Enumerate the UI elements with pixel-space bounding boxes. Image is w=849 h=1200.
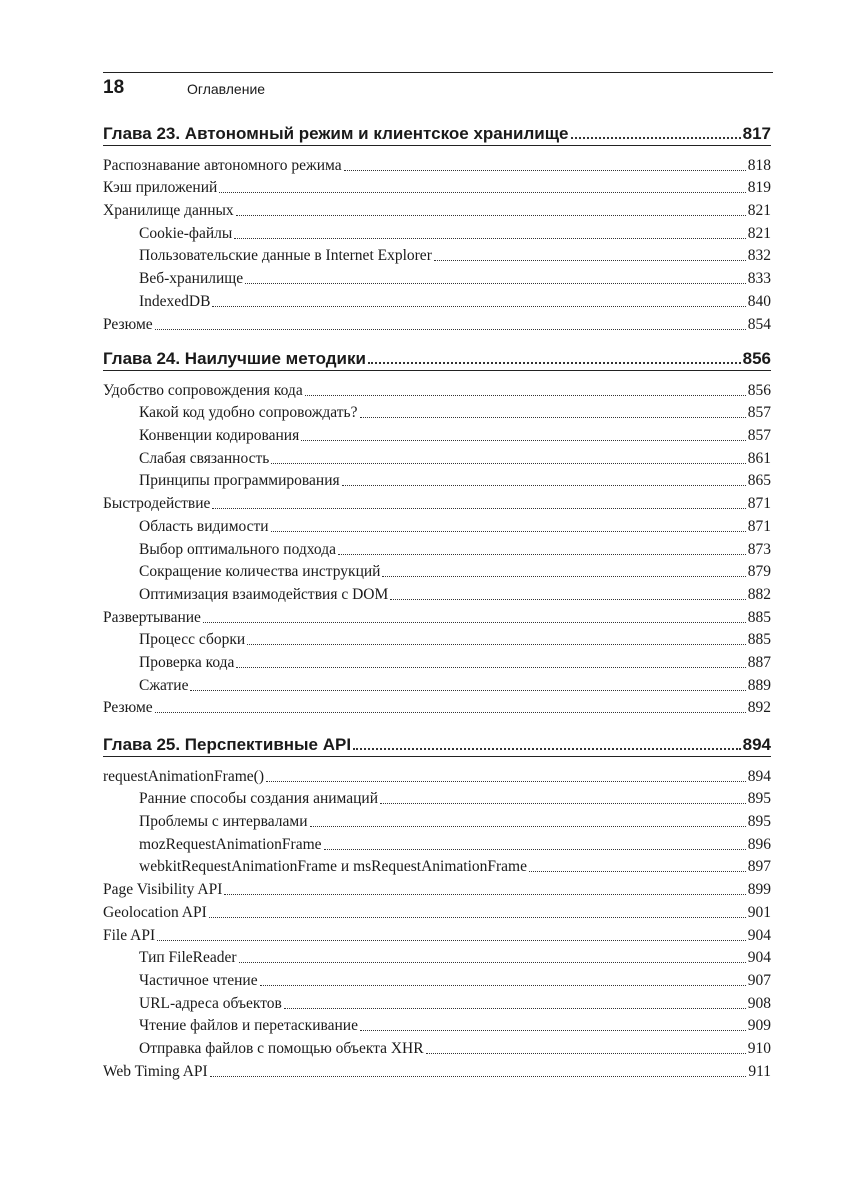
entry-page: 885 (747, 631, 771, 649)
entry-list (103, 377, 771, 717)
toc-subentry (103, 967, 771, 990)
entry-title: Пользовательские данные в Internet Explorer (139, 247, 432, 265)
page-header (103, 0, 773, 100)
toc-entry (103, 490, 771, 513)
entry-page: 818 (747, 156, 771, 174)
entry-title: Распознавание автономного режима (103, 156, 342, 174)
toc-subentry (103, 854, 771, 877)
entry-title: Хранилище данных (103, 202, 234, 220)
entry-page: 854 (747, 315, 771, 333)
toc-subentry (103, 536, 771, 559)
entry-title: File API (103, 926, 156, 944)
entry-title: Резюме (103, 315, 153, 333)
entry-page: 910 (747, 1039, 771, 1057)
dot-leader (224, 894, 745, 895)
dot-leader (210, 1076, 747, 1077)
dot-leader (305, 395, 746, 396)
entry-page: 887 (747, 653, 771, 671)
chapter-title-row (103, 731, 771, 755)
toc-entry (103, 922, 771, 945)
dot-leader (360, 1030, 746, 1031)
entry-list (103, 152, 771, 334)
entry-page: 833 (747, 270, 771, 288)
entry-title: IndexedDB (139, 292, 211, 310)
entry-page: 861 (747, 449, 771, 467)
entry-title: Page Visibility API (103, 881, 223, 899)
toc-entry (103, 377, 771, 400)
dot-leader (434, 260, 746, 261)
entry-title: Веб-хранилище (139, 270, 244, 288)
dot-leader (266, 781, 746, 782)
entry-page: 832 (747, 247, 771, 265)
toc-subentry (103, 808, 771, 831)
entry-page: 901 (747, 903, 771, 921)
entry-page: 894 (747, 767, 771, 785)
running-head: Оглавление (187, 81, 266, 97)
chapter-page: 894 (742, 735, 771, 754)
toc-entry (103, 152, 771, 175)
dot-leader (353, 748, 741, 750)
dot-leader (190, 690, 745, 691)
chapter-rule (103, 370, 771, 371)
toc-subentry (103, 513, 771, 536)
entry-page: 821 (747, 202, 771, 220)
dot-leader (342, 485, 746, 486)
entry-title: Оптимизация взаимодействия с DOM (139, 585, 389, 603)
entry-page: 819 (747, 179, 771, 197)
dot-leader (301, 440, 746, 441)
dot-leader (239, 962, 746, 963)
dot-leader (236, 215, 746, 216)
toc-subentry (103, 288, 771, 311)
toc-subentry (103, 468, 771, 491)
entry-page: 895 (747, 790, 771, 808)
entry-title: Сокращение количества инструкций (139, 563, 381, 581)
toc-subentry (103, 945, 771, 968)
entry-page: 856 (747, 381, 771, 399)
chapter-page: 817 (742, 124, 771, 143)
entry-title: Конвенции кодирования (139, 427, 300, 445)
dot-leader (344, 170, 746, 171)
toc-subentry (103, 990, 771, 1013)
entry-page: 899 (747, 881, 771, 899)
entry-title: requestAnimationFrame() (103, 767, 264, 785)
chapter-rule (103, 756, 771, 757)
chapter-title: Глава 24. Наилучшие методики (103, 349, 366, 368)
toc-subentry (103, 627, 771, 650)
entry-page: 882 (747, 585, 771, 603)
entry-page: 879 (747, 563, 771, 581)
chapter-title-row (103, 120, 771, 144)
entry-title: URL-адреса объектов (139, 994, 282, 1012)
entry-page: 895 (747, 813, 771, 831)
entry-page: 857 (747, 427, 771, 445)
header-rule (103, 72, 773, 73)
toc-entry (103, 175, 771, 198)
toc-entry (103, 763, 771, 786)
entry-title: mozRequestAnimationFrame (139, 835, 322, 853)
dot-leader (382, 576, 745, 577)
entry-page: 889 (747, 676, 771, 694)
dot-leader (209, 917, 746, 918)
entry-page: 857 (747, 404, 771, 422)
dot-leader (426, 1053, 746, 1054)
dot-leader (338, 554, 746, 555)
toc-entry (103, 695, 771, 718)
dot-leader (236, 667, 745, 668)
dot-leader (271, 463, 745, 464)
entry-title: Принципы программирования (139, 472, 340, 490)
entry-title: webkitRequestAnimationFrame и msRequestAnimationFrame (139, 858, 527, 876)
entry-page: 904 (747, 949, 771, 967)
entry-title: Процесс сборки (139, 631, 246, 649)
entry-page: 892 (747, 699, 771, 717)
entry-page: 909 (747, 1017, 771, 1035)
dot-leader (234, 238, 745, 239)
dot-leader (157, 940, 746, 941)
chapter-title: Глава 23. Автономный режим и клиентское хранилище (103, 124, 569, 143)
dot-leader (155, 712, 746, 713)
entry-page: 904 (747, 926, 771, 944)
entry-title: Развертывание (103, 608, 201, 626)
page-number: 18 (103, 77, 125, 98)
toc-subentry (103, 786, 771, 809)
dot-leader (219, 192, 745, 193)
toc-entry (103, 604, 771, 627)
entry-title: Сжатие (139, 676, 189, 694)
entry-title: Кэш приложений (103, 179, 218, 197)
chapter-page: 856 (742, 349, 771, 368)
entry-title: Частичное чтение (139, 971, 258, 989)
dot-leader (380, 803, 746, 804)
entry-title: Web Timing API (103, 1062, 208, 1080)
entry-title: Удобство сопровождения кода (103, 381, 303, 399)
entry-title: Слабая связанность (139, 449, 270, 467)
toc-subentry (103, 649, 771, 672)
entry-title: Область видимости (139, 517, 269, 535)
entry-title: Какой код удобно сопровождать? (139, 404, 358, 422)
toc-entry (103, 311, 771, 334)
entry-page: 907 (747, 971, 771, 989)
entry-title: Cookie-файлы (139, 224, 233, 242)
entry-page: 871 (747, 495, 771, 513)
entry-title: Geolocation API (103, 903, 207, 921)
chapter-rule (103, 145, 771, 146)
entry-page: 821 (747, 224, 771, 242)
dot-leader (310, 826, 746, 827)
entry-page: 897 (747, 858, 771, 876)
entry-page: 911 (748, 1062, 771, 1080)
dot-leader (368, 362, 741, 364)
entry-page: 840 (747, 292, 771, 310)
dot-leader (203, 622, 746, 623)
toc-subentry (103, 831, 771, 854)
entry-page: 885 (747, 608, 771, 626)
toc-subentry (103, 1035, 771, 1058)
dot-leader (324, 849, 746, 850)
entry-title: Резюме (103, 699, 153, 717)
entry-title: Выбор оптимального подхода (139, 540, 337, 558)
dot-leader (212, 306, 745, 307)
toc-subentry (103, 1013, 771, 1036)
entry-page: 865 (747, 472, 771, 490)
dot-leader (271, 531, 746, 532)
toc-subentry (103, 422, 771, 445)
dot-leader (360, 417, 746, 418)
entry-title: Чтение файлов и перетаскивание (139, 1017, 358, 1035)
toc-entry (103, 899, 771, 922)
toc-subentry (103, 243, 771, 266)
entry-page: 896 (747, 835, 771, 853)
entry-title: Проблемы с интервалами (139, 813, 308, 831)
toc-subentry (103, 581, 771, 604)
entry-title: Проверка кода (139, 653, 235, 671)
dot-leader (284, 1008, 746, 1009)
dot-leader (245, 283, 746, 284)
toc-subentry (103, 400, 771, 423)
entry-page: 873 (747, 540, 771, 558)
toc-subentry (103, 672, 771, 695)
toc-subentry (103, 220, 771, 243)
entry-title: Отправка файлов с помощью объекта XHR (139, 1039, 424, 1057)
toc-entry (103, 1058, 771, 1081)
chapter-title-row (103, 345, 771, 369)
toc-entry (103, 197, 771, 220)
entry-list (103, 763, 771, 1081)
dot-leader (390, 599, 746, 600)
toc-subentry (103, 265, 771, 288)
entry-page: 871 (747, 517, 771, 535)
dot-leader (260, 985, 746, 986)
entry-title: Быстродействие (103, 495, 211, 513)
dot-leader (247, 644, 746, 645)
toc-subentry (103, 559, 771, 582)
entry-title: Тип FileReader (139, 949, 237, 967)
chapter-title: Глава 25. Перспективные API (103, 735, 352, 754)
entry-page: 908 (747, 994, 771, 1012)
toc-entry (103, 876, 771, 899)
entry-title: Ранние способы создания анимаций (139, 790, 379, 808)
dot-leader (571, 137, 741, 139)
dot-leader (155, 329, 746, 330)
toc-subentry (103, 445, 771, 468)
dot-leader (529, 871, 746, 872)
dot-leader (212, 508, 745, 509)
